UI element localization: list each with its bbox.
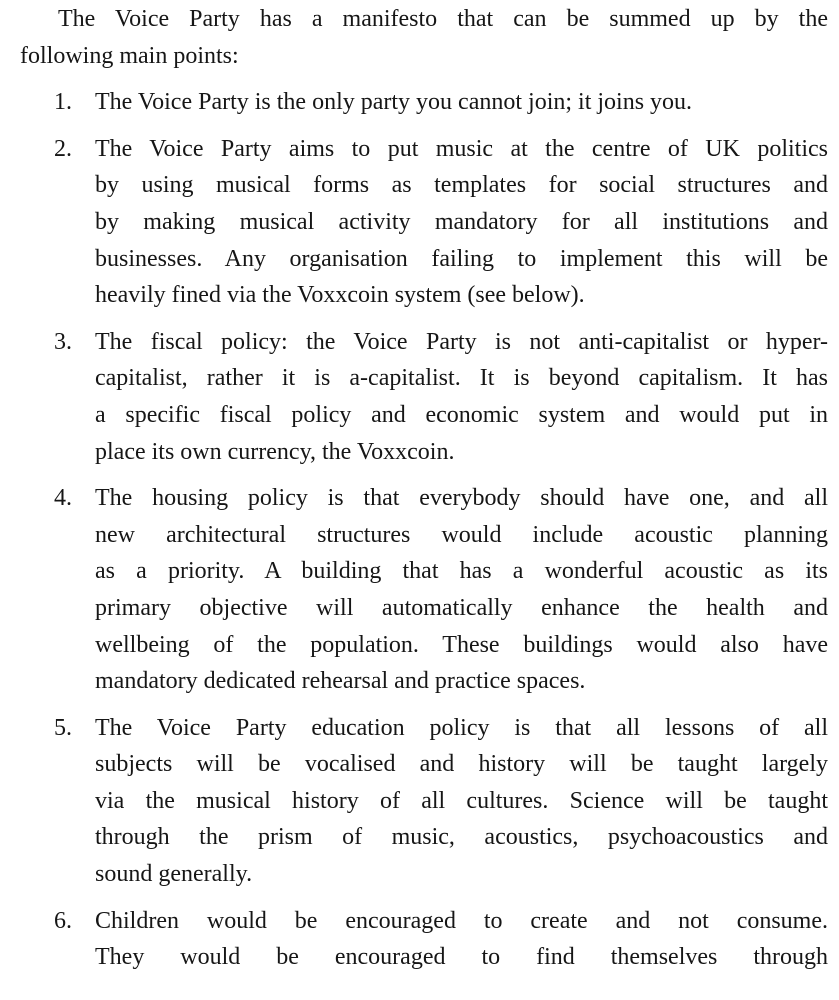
text-line: sound generally. (95, 861, 253, 888)
text-line: place its own currency, the Voxxcoin. (95, 438, 455, 465)
text-line: mandatory dedicated rehearsal and practice spaces. (95, 668, 586, 695)
text-line: a specific fiscal policy and economic system and would put in (95, 401, 828, 428)
manifesto-item (20, 480, 828, 700)
manifesto-item (20, 710, 828, 893)
text-line: They would be encouraged to find themselves through (95, 944, 828, 971)
item-number: 2. (54, 135, 72, 162)
item-number: 6. (54, 907, 72, 934)
manifesto-item (20, 84, 828, 121)
item-text (95, 480, 828, 700)
text-line: via the musical history of all cultures. Science will be taught (95, 787, 828, 814)
item-text (95, 324, 828, 470)
text-line: The Voice Party is the only party you cannot join; it joins you. (95, 89, 693, 116)
text-line: The Voice Party aims to put music at the centre of UK politics (95, 135, 828, 162)
manifesto-item (20, 903, 828, 976)
text-line: wellbeing of the population. These buildings would also have (95, 631, 828, 658)
text-line: through the prism of music, acoustics, psychoacoustics and (95, 824, 828, 851)
item-number: 5. (54, 714, 72, 741)
item-text (95, 710, 828, 893)
text-line: heavily fined via the Voxxcoin system (see below). (95, 282, 585, 309)
item-number: 1. (54, 89, 72, 116)
text-line: primary objective will automatically enhance the health and (95, 594, 828, 621)
text-line: capitalist, rather it is a-capitalist. It is beyond capitalism. It has (95, 365, 828, 392)
text-line: by using musical forms as templates for social structures and (95, 172, 828, 199)
intro-line: following main points: (20, 42, 239, 69)
text-line: The housing policy is that everybody should have one, and all (95, 485, 828, 512)
text-line: Children would be encouraged to create and not consume. (95, 907, 828, 934)
text-line: The fiscal policy: the Voice Party is not anti-capitalist or hyper- (95, 328, 828, 355)
manifesto-item (20, 131, 828, 314)
text-line: The Voice Party education policy is that all lessons of all (95, 714, 828, 741)
intro-line: The Voice Party has a manifesto that can be summed up by the (58, 6, 828, 32)
item-number: 4. (54, 485, 72, 512)
item-text (95, 131, 828, 314)
text-line: subjects will be vocalised and history will be taught largely (95, 751, 828, 778)
item-text (95, 84, 828, 121)
text-line: by making musical activity mandatory for all institutions and (95, 208, 828, 235)
manifesto-list (20, 84, 828, 976)
item-number: 3. (54, 328, 72, 355)
text-line: businesses. Any organisation failing to implement this will be (95, 245, 828, 272)
text-line: as a priority. A building that has a wonderful acoustic as its (95, 558, 828, 585)
intro-paragraph (20, 1, 828, 74)
item-text (95, 903, 828, 976)
manifesto-item (20, 324, 828, 470)
text-line: new architectural structures would include acoustic planning (95, 521, 828, 548)
